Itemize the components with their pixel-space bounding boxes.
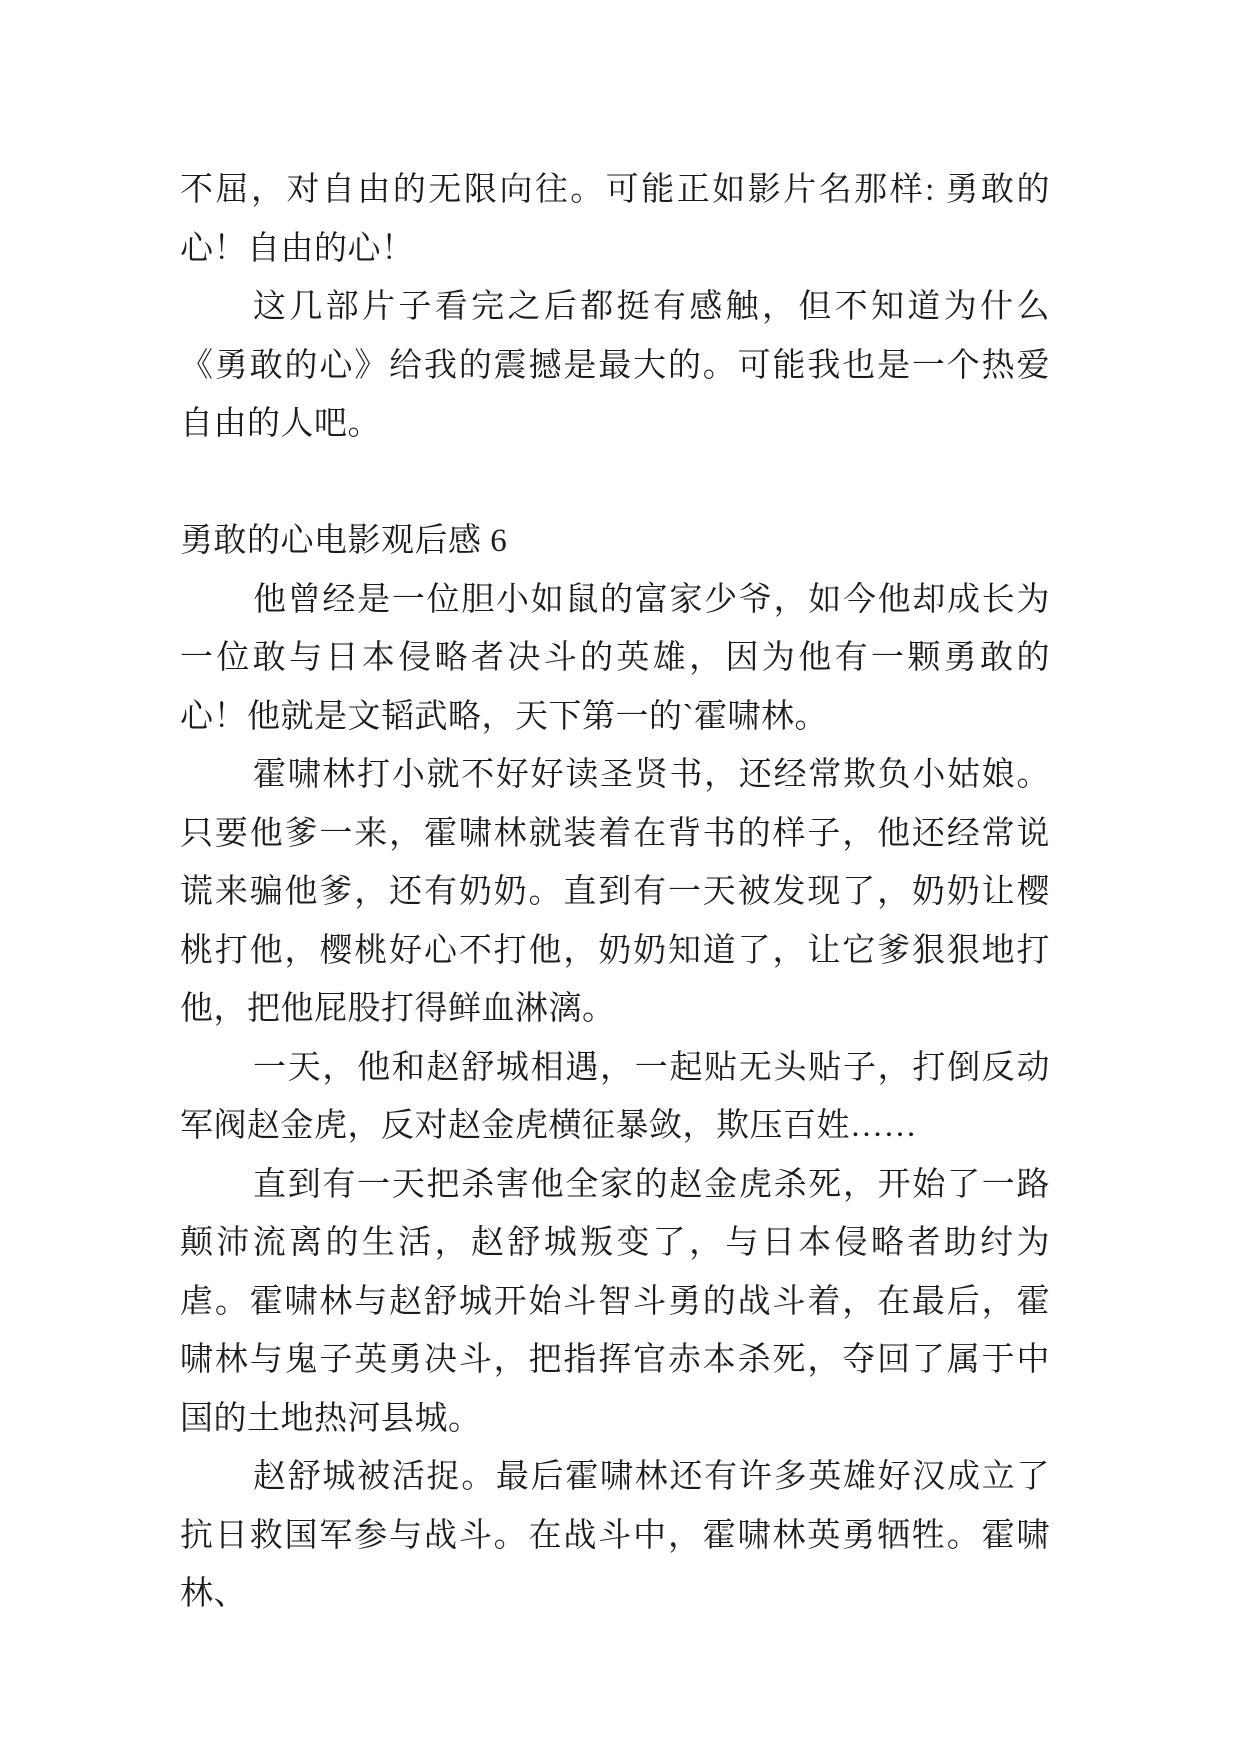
paragraph: 他曾经是一位胆小如鼠的富家少爷，如今他却成长为一位敢与日本侵略者决斗的英雄，因为他有一颗勇敢的心！他就是文韬武略，天下第一的`霍啸林。	[180, 581, 1050, 735]
paragraph: 赵舒城被活捉。最后霍啸林还有许多英雄好汉成立了抗日救国军参与战斗。在战斗中，霍啸林英勇牺牲。霍啸林、	[180, 1459, 1050, 1612]
paragraph: 这几部片子看完之后都挺有感触，但不知道为什么《勇敢的心》给我的震撼是最大的。可能我也是一个热爱自由的人吧。	[180, 289, 1050, 442]
section-heading: 勇敢的心电影观后感 6	[180, 523, 508, 559]
paragraph: 直到有一天把杀害他全家的赵金虎杀死，开始了一路颠沛流离的生活，赵舒城叛变了，与日本侵略者助纣为虐。霍啸林与赵舒城开始斗智斗勇的战斗着，在最后，霍啸林与鬼子英勇决斗，把指挥官赤本杀死，夺回了属于中国的土地热河县城。	[180, 1166, 1050, 1437]
paragraph: 不屈，对自由的无限向往。可能正如影片名那样: 勇敢的心！自由的心！	[180, 172, 1050, 267]
paragraph: 霍啸林打小就不好好读圣贤书，还经常欺负小姑娘。只要他爹一来，霍啸林就装着在背书的样子，他还经常说谎来骗他爹，还有奶奶。直到有一天被发现了，奶奶让樱桃打他，樱桃好心不打他，奶奶知道了，让它爹狠狠地打他，把他屁股打得鲜血淋漓。	[180, 757, 1050, 1027]
paragraph: 一天，他和赵舒城相遇，一起贴无头贴子，打倒反动军阀赵金虎，反对赵金虎横征暴敛，欺压百姓……	[180, 1049, 1050, 1144]
document-body	[180, 161, 1050, 1624]
